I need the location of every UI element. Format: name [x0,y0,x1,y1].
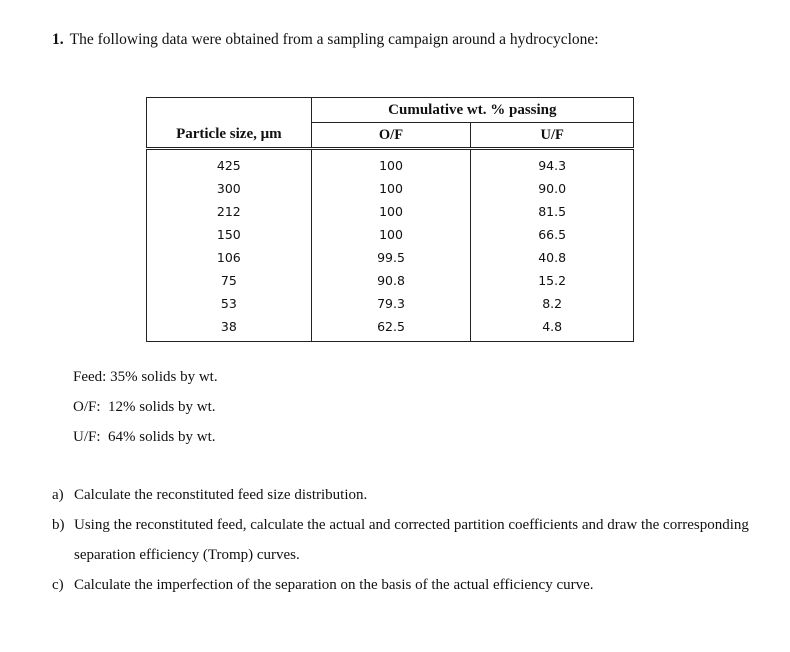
particle-size-cell: 212 [216,204,241,219]
overflow-solids-note: O/F: 12% solids by wt. [73,399,216,415]
underflow-solids-note: U/F: 64% solids by wt. [73,429,216,445]
table-row [147,315,634,342]
question-parts [52,480,752,600]
part-text: Using the reconstituted feed, calculate the actual and corrected partition coefficients and draw the corresponding separation efficiency (Tromp) curves. [74,517,749,563]
underflow-cell: 8.2 [471,292,634,315]
table-row [147,200,634,223]
table-row [147,177,634,200]
particle-size-cell: 425 [216,158,241,173]
underflow-cell: 40.8 [471,246,634,269]
part-c [52,570,752,600]
part-label: b) [52,517,65,533]
table-row [147,149,634,178]
feed-solids-note: Feed: 35% solids by wt. [73,369,218,385]
overflow-cell: 100 [311,200,471,223]
particle-size-cell: 150 [216,227,241,242]
overflow-cell: 100 [311,149,471,178]
part-label: a) [52,487,64,503]
overflow-cell: 90.8 [311,269,471,292]
part-text: Calculate the imperfection of the separation on the basis of the actual efficiency curve. [74,577,594,593]
underflow-cell: 15.2 [471,269,634,292]
table-row [147,223,634,246]
overflow-cell: 62.5 [311,315,471,342]
question-heading [52,31,599,49]
underflow-header: U/F [471,123,634,149]
particle-size-cell: 75 [220,273,237,288]
question-text: The following data were obtained from a sampling campaign around a hydrocyclone: [69,31,599,48]
table-row [147,269,634,292]
underflow-cell: 90.0 [471,177,634,200]
overflow-cell: 100 [311,223,471,246]
overflow-header: O/F [311,123,471,149]
table-row [147,246,634,269]
question-number: 1. [52,31,64,48]
part-b [52,510,752,570]
solids-notes [73,362,218,452]
particle-size-cell: 300 [216,181,241,196]
particle-size-cell: 53 [220,296,237,311]
overflow-cell: 100 [311,177,471,200]
part-text: Calculate the reconstituted feed size distribution. [74,487,368,503]
particle-size-cell: 106 [216,250,241,265]
size-distribution-table [146,97,634,342]
particle-size-cell: 38 [220,319,237,334]
cumulative-passing-header: Cumulative wt. % passing [311,98,633,123]
particle-size-header: Particle size, μm [147,98,312,149]
part-label: c) [52,577,64,593]
underflow-cell: 4.8 [471,315,634,342]
underflow-cell: 94.3 [471,149,634,178]
underflow-cell: 66.5 [471,223,634,246]
underflow-cell: 81.5 [471,200,634,223]
part-a [52,480,752,510]
overflow-cell: 99.5 [311,246,471,269]
overflow-cell: 79.3 [311,292,471,315]
table-row [147,292,634,315]
